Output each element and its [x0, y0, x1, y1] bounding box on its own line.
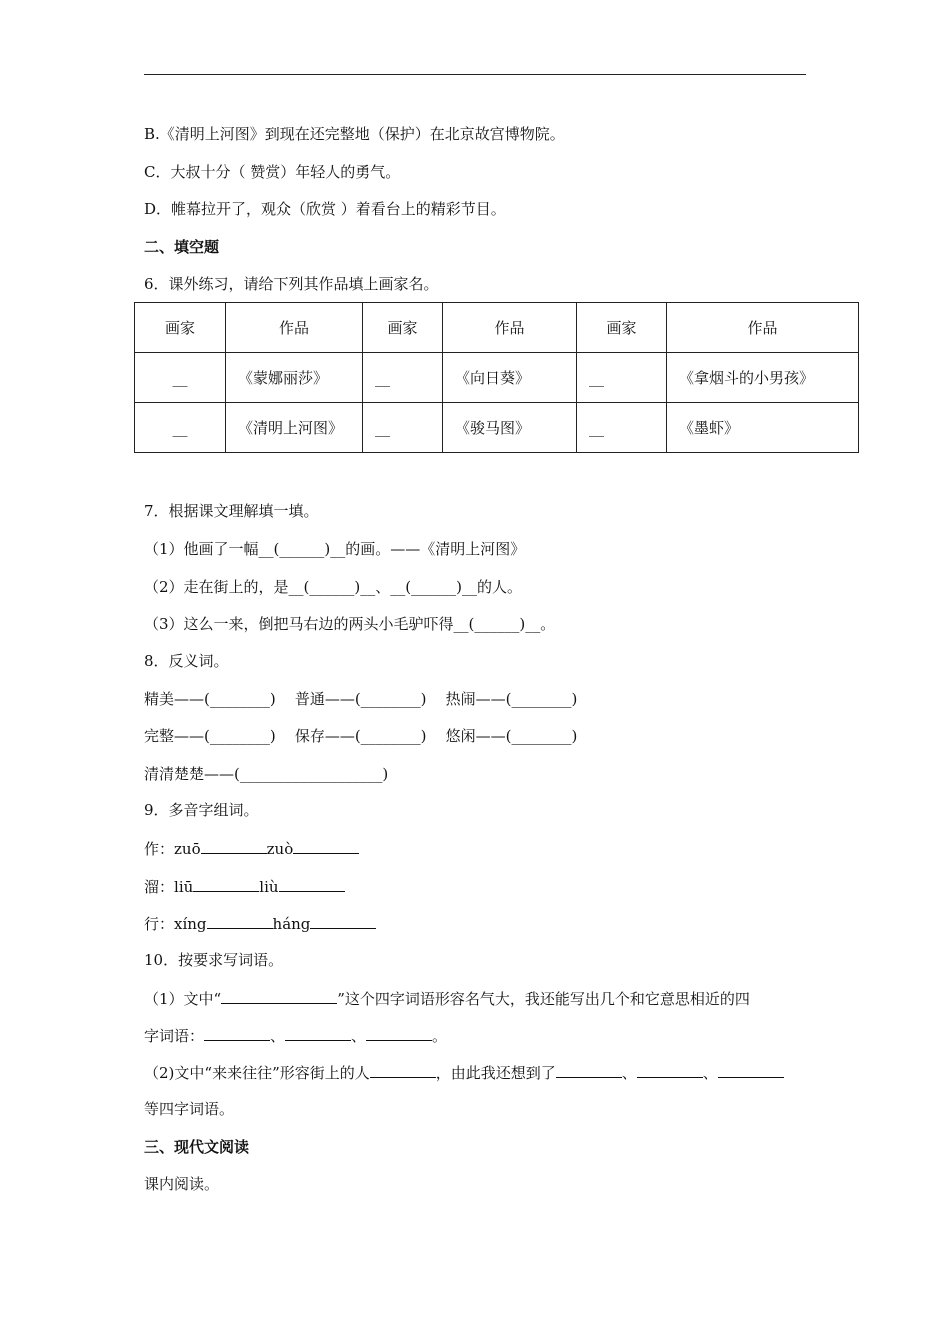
q10-prompt: 10．按要求写词语。: [144, 951, 284, 969]
antonym-word: 精美: [144, 690, 175, 708]
work-title: 《骏马图》: [443, 403, 577, 453]
q7-line-2: [144, 577, 522, 597]
section-heading-reading: 三、现代文阅读: [144, 1138, 250, 1156]
header-work: 作品: [226, 303, 363, 353]
q5-option-c: C．大叔十分（ 赞赏）年轻人的勇气。: [144, 163, 401, 181]
reading-label: 课内阅读。: [144, 1175, 220, 1193]
separator: 。: [432, 1027, 448, 1045]
q10-text: （1）文中“: [144, 990, 222, 1008]
pinyin: háng: [272, 915, 311, 933]
work-title: 《清明上河图》: [226, 403, 363, 453]
answer-blank[interactable]: [293, 838, 359, 854]
dash: ——: [174, 690, 205, 708]
polyphone-char: 行：: [144, 915, 175, 933]
table-row: [135, 403, 859, 453]
q8-row-1: [144, 689, 577, 709]
work-title: 《向日葵》: [443, 353, 577, 403]
answer-blank[interactable]: __(______)__: [390, 578, 477, 596]
q7-text: （2）走在街上的，是: [144, 578, 289, 596]
answer-blank[interactable]: [366, 1025, 432, 1041]
dash: ——: [475, 727, 506, 745]
header-painter: 画家: [135, 303, 226, 353]
answer-blank[interactable]: __(______)__: [288, 578, 376, 596]
header-work: 作品: [443, 303, 577, 353]
separator: 、: [270, 1027, 286, 1045]
header-painter: 画家: [577, 303, 667, 353]
answer-blank[interactable]: (________): [505, 690, 578, 708]
pinyin: xíng: [174, 915, 207, 933]
answer-blank[interactable]: [718, 1062, 784, 1078]
answer-blank[interactable]: [221, 988, 337, 1004]
antonym-word: 保存: [294, 727, 325, 745]
work-title: 《蒙娜丽莎》: [226, 353, 363, 403]
q10-line-4: 等四字词语。: [144, 1100, 235, 1118]
antonym-word: 普通: [294, 690, 325, 708]
answer-blank[interactable]: [310, 913, 376, 929]
painter-blank[interactable]: __: [577, 403, 667, 453]
dash: ——: [324, 690, 355, 708]
dash: ——: [324, 727, 355, 745]
separator: 、: [702, 1064, 718, 1082]
antonym-word: 完整: [144, 727, 175, 745]
q10-text: ”这个四字词语形容名气大，我还能写出几个和它意思相近的四: [337, 990, 750, 1008]
q7-line-1: [144, 539, 525, 559]
answer-blank[interactable]: (________): [354, 690, 427, 708]
painter-blank[interactable]: __: [135, 353, 226, 403]
answer-blank[interactable]: (___________________): [234, 765, 389, 783]
q10-line-2: [144, 1025, 447, 1046]
answer-blank[interactable]: (________): [204, 690, 276, 708]
polyphone-char: 作：: [144, 840, 175, 858]
pinyin: zuō: [174, 840, 201, 858]
answer-blank[interactable]: [370, 1062, 436, 1078]
dash: ——: [204, 765, 235, 783]
q7-text: 。: [540, 615, 556, 633]
q8-row-2: [144, 726, 577, 746]
antonym-word: 热闹: [445, 690, 476, 708]
q8-row-3: [144, 764, 388, 784]
q10-text: （2)文中“来来往往”形容街上的人: [144, 1064, 370, 1082]
answer-blank[interactable]: [279, 876, 345, 892]
dash: ——: [475, 690, 506, 708]
section-heading-fill-blank: 二、填空题: [144, 238, 220, 256]
q7-text: （3）这么一来，倒把马右边的两头小毛驴吓得: [144, 615, 454, 633]
header-painter: 画家: [363, 303, 443, 353]
dash: ——: [174, 727, 205, 745]
q5-option-b: B.《清明上河图》到现在还完整地（保护）在北京故宫博物院。: [144, 125, 565, 143]
answer-blank[interactable]: [193, 876, 259, 892]
q9-line-1: [144, 838, 359, 859]
q5-option-d: D．帷幕拉开了，观众（欣赏 ）着看台上的精彩节目。: [144, 200, 506, 218]
table-header-row: [135, 303, 859, 353]
table-row: [135, 353, 859, 403]
q10-line-3: [144, 1062, 784, 1083]
painter-works-table: [134, 302, 859, 453]
q6-prompt: 6．课外练习，请给下列其作品填上画家名。: [144, 275, 439, 293]
separator: 、: [621, 1064, 637, 1082]
answer-blank[interactable]: (________): [354, 727, 427, 745]
q7-text: 的画。——《清明上河图》: [345, 540, 526, 558]
antonym-word: 悠闲: [445, 727, 476, 745]
q7-text: 、: [375, 578, 391, 596]
painter-blank[interactable]: __: [135, 403, 226, 453]
q7-line-3: [144, 614, 555, 634]
answer-blank[interactable]: (________): [204, 727, 276, 745]
antonym-word: 清清楚楚: [144, 765, 205, 783]
q7-prompt: 7．根据课文理解填一填。: [144, 502, 319, 520]
pinyin: zuò: [266, 840, 294, 858]
q10-text: ，由此我还想到了: [435, 1064, 556, 1082]
q9-line-3: [144, 913, 376, 934]
work-title: 《墨虾》: [667, 403, 859, 453]
q7-text: （1）他画了一幅: [144, 540, 259, 558]
answer-blank[interactable]: [637, 1062, 703, 1078]
answer-blank[interactable]: __(______)__: [453, 615, 541, 633]
answer-blank[interactable]: [285, 1025, 351, 1041]
answer-blank[interactable]: (________): [505, 727, 578, 745]
answer-blank[interactable]: [204, 1025, 270, 1041]
painter-blank[interactable]: __: [363, 353, 443, 403]
q10-text: 字词语：: [144, 1027, 205, 1045]
header-rule: [144, 74, 806, 75]
pinyin: liù: [259, 878, 279, 896]
q7-text: 的人。: [477, 578, 523, 596]
painter-blank[interactable]: __: [577, 353, 667, 403]
header-work: 作品: [667, 303, 859, 353]
answer-blank[interactable]: [201, 838, 267, 854]
answer-blank[interactable]: __(______)__: [258, 540, 346, 558]
work-title: 《拿烟斗的小男孩》: [667, 353, 859, 403]
q9-prompt: 9．多音字组词。: [144, 801, 259, 819]
q10-line-1: [144, 988, 750, 1009]
polyphone-char: 溜：: [144, 878, 175, 896]
q8-prompt: 8．反义词。: [144, 652, 229, 670]
pinyin: liū: [174, 878, 194, 896]
answer-blank[interactable]: [207, 913, 273, 929]
q9-line-2: [144, 876, 345, 897]
separator: 、: [351, 1027, 367, 1045]
painter-blank[interactable]: __: [363, 403, 443, 453]
answer-blank[interactable]: [556, 1062, 622, 1078]
